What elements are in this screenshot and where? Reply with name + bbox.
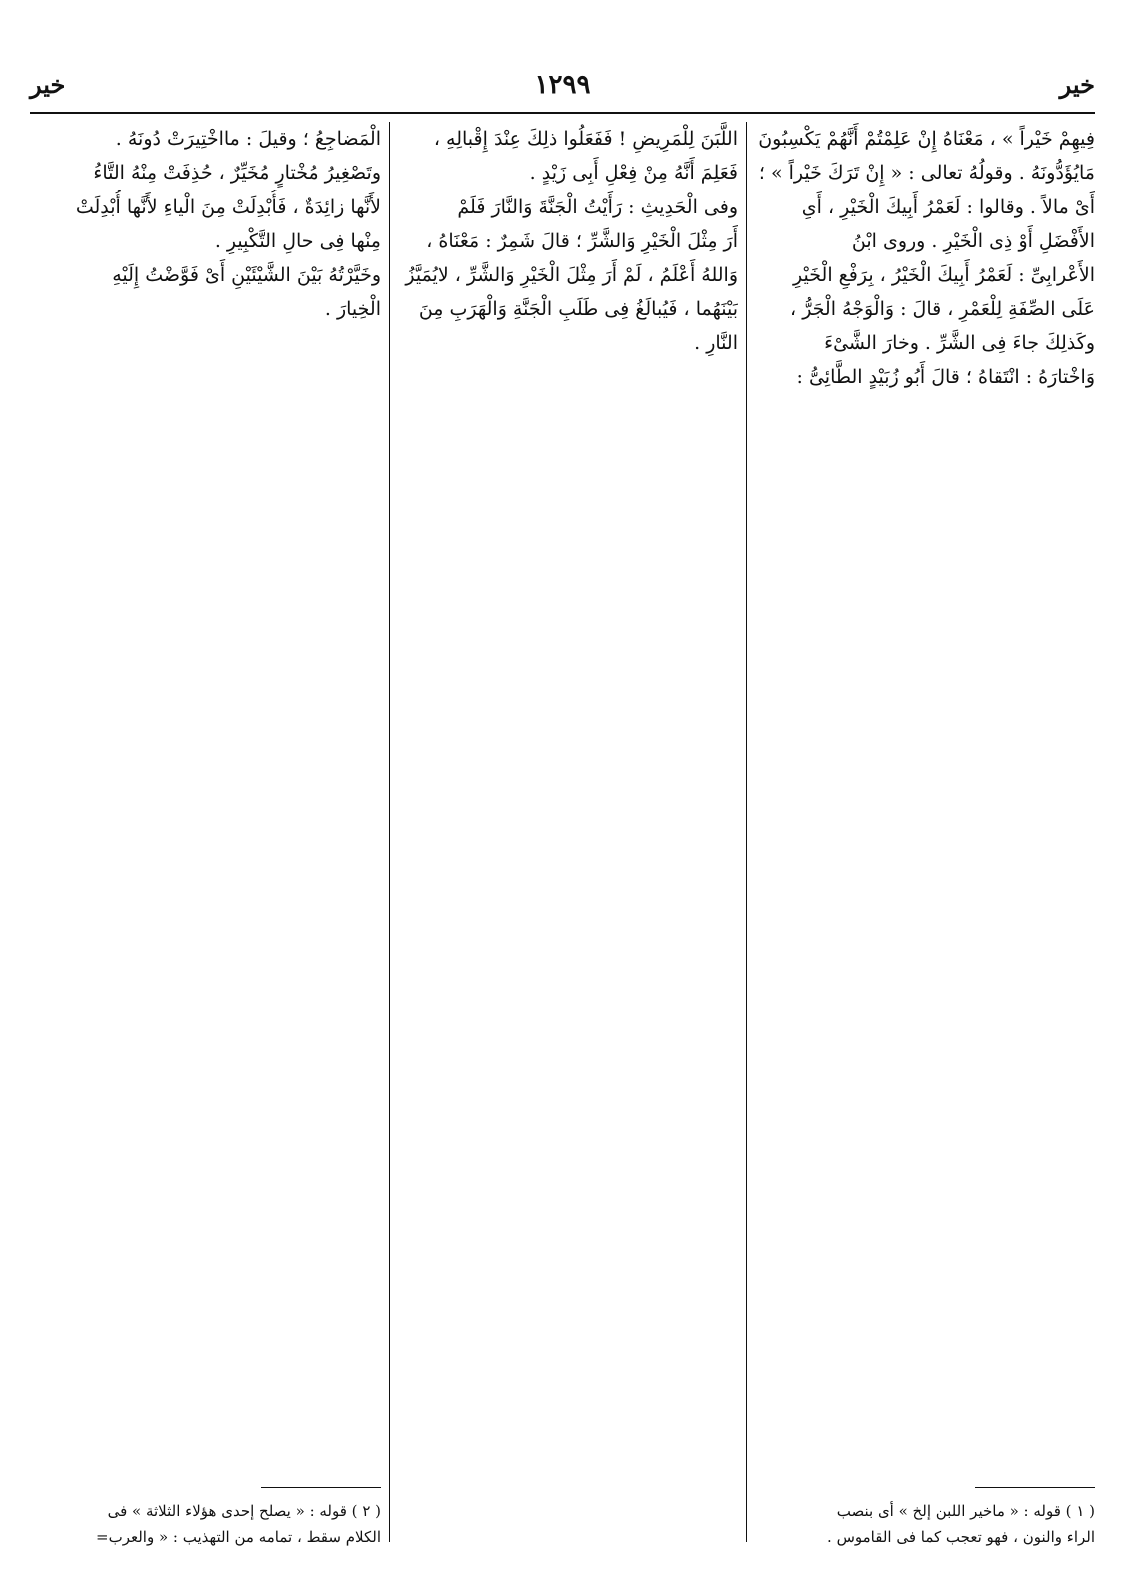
page-number: ١٢٩٩ bbox=[534, 70, 591, 100]
text-line: النَّارِ . bbox=[694, 332, 738, 354]
footnote-rule bbox=[261, 1487, 381, 1488]
column-right bbox=[755, 122, 1095, 1542]
column-divider bbox=[389, 122, 390, 1542]
text-line: مِنْها فِى حالِ التَّكْبِيرِ . bbox=[214, 230, 381, 252]
footnote-line: الراء والنون ، فهو تعجب كما فى القاموس . bbox=[827, 1528, 1095, 1546]
header-left-word: خير bbox=[30, 70, 66, 99]
footnote-right bbox=[755, 1498, 1095, 1550]
text-line: وخَيَّرْتُهُ بَيْنَ الشَّيْئَيْنِ أَىْ فَوَّضْتُ إِلَيْهِ bbox=[112, 264, 381, 286]
text-line: فِيهِمْ خَيْراً » ، مَعْنَاهُ إِنْ عَلِمْتُمْ أَنَّهُمْ يَكْسِبُونَ bbox=[758, 128, 1095, 150]
text-line: بَيْنَهُما ، فَيُبالَغُ فِى طَلَبِ الْجَنَّةِ وَالْهَرَبِ مِنَ bbox=[418, 298, 738, 320]
text-line: لأَنَّها زائِدَةٌ ، فَأُبْدِلَتْ مِنَ الْياءِ لأَنَّها أُبْدِلَتْ bbox=[75, 196, 381, 218]
text-line: اللَّبَنَ لِلْمَرِيضِ ! فَفَعَلُوا ذلِكَ عِنْدَ إِقْبالِهِ ، bbox=[433, 128, 738, 150]
text-line: وَاخْتارَهُ : انْتَقاهُ ؛ قالَ أَبُو زُبَيْدٍ الطَّائِىُّ : bbox=[796, 366, 1095, 388]
header-right-word: خير bbox=[1059, 70, 1095, 99]
text-line: عَلَى الصِّفَةِ لِلْعَمْرِ ، قالَ : وَالْوَجْهُ الْجَرُّ ، bbox=[790, 298, 1095, 320]
dictionary-page bbox=[30, 70, 1095, 1550]
text-line: وفى الْحَدِيثِ : رَأَيْتُ الْجَنَّةَ وَالنَّارَ فَلَمْ bbox=[457, 196, 738, 218]
footnote-line: الكلام سقط ، تمامه من التهذيب : « والعرب= bbox=[96, 1528, 381, 1546]
footnote-line: ( ٢ ) قوله : « يصلح إحدى هؤلاء الثلاثة » فى bbox=[107, 1502, 381, 1520]
footnote-line: ( ١ ) قوله : « ماخير اللبن إلخ » أى بنصب bbox=[836, 1502, 1095, 1520]
text-line: الْمَضاجِعُ ؛ وقيلَ : مااخْتِيرَتْ دُونَهُ . bbox=[115, 128, 381, 150]
text-line: وتَصْغِيرُ مُخْتارٍ مُخَيِّرٌ ، حُذِفَتْ مِنْهُ التَّاءُ bbox=[93, 162, 381, 184]
footnote-left bbox=[31, 1498, 381, 1550]
text-line: مَايُؤَدُّونَهُ . وقولُهُ تعالى : « إِنْ تَرَكَ خَيْراً » ؛ bbox=[758, 162, 1095, 184]
text-line: الْخِيارَ . bbox=[324, 298, 381, 320]
text-line: الأَفْضَلِ أَوْ ذِى الْخَيْرِ . وروى ابْنُ bbox=[851, 230, 1095, 252]
page-header bbox=[30, 70, 1095, 110]
footnote-rule bbox=[975, 1487, 1095, 1488]
text-line: فَعَلِمَ أَنَّهُ مِنْ فِعْلِ أَبِى زَيْدٍ . bbox=[529, 162, 738, 184]
text-line: وكَذلِكَ جاءَ فِى الشَّرِّ . وخارَ الشَّىْءَ bbox=[824, 332, 1095, 354]
header-rule bbox=[30, 112, 1095, 114]
column-divider bbox=[746, 122, 747, 1542]
text-line: أَىْ مالاً . وقالوا : لَعَمْرُ أَبِيكَ الْخَيْرِ ، أَىِ bbox=[801, 196, 1095, 218]
text-line: الأَعْرابِىِّ : لَعَمْرُ أَبِيكَ الْخَيْرُ ، بِرَفْعِ الْخَيْرِ bbox=[793, 264, 1095, 286]
text-line: أَرَ مِثْلَ الْخَيْرِ وَالشَّرِّ ؛ قالَ شَمِرٌ : مَعْنَاهُ ، bbox=[426, 230, 738, 252]
column-middle bbox=[398, 122, 738, 1542]
column-left bbox=[31, 122, 381, 1542]
text-line: وَاللهُ أَعْلَمُ ، لَمْ أَرَ مِثْلَ الْخَيْرِ وَالشَّرِّ ، لايُمَيَّزُ bbox=[405, 264, 738, 286]
